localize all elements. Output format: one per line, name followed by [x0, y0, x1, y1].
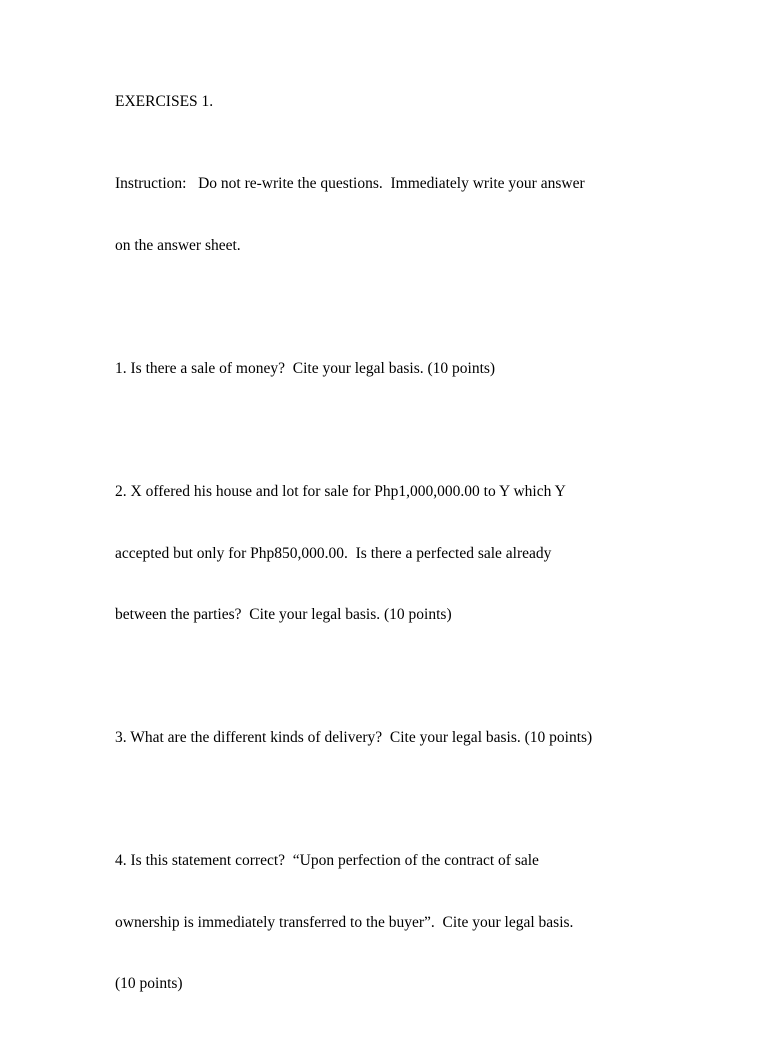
- question-4: [115, 810, 715, 1036]
- question-line: 3. What are the different kinds of delivery? Cite your legal basis. (10 points): [115, 729, 593, 746]
- instruction-paragraph: [115, 133, 715, 297]
- exercise-heading: EXERCISES 1.: [115, 93, 214, 110]
- instruction-line: on the answer sheet.: [115, 236, 241, 254]
- question-line: 4. Is this statement correct? “Upon perfection of the contract of sale: [115, 852, 539, 869]
- question-line: (10 points): [115, 975, 183, 992]
- instruction-line: Instruction: Do not re-write the questions. Immediately write your answer: [115, 175, 585, 192]
- question-1: [115, 318, 715, 421]
- question-line: accepted but only for Php850,000.00. Is there a perfected sale already: [115, 544, 552, 562]
- document-body: [115, 92, 715, 1056]
- question-3: [115, 687, 715, 790]
- question-line: ownership is immediately transferred to the buyer”. Cite your legal basis.: [115, 913, 574, 931]
- question-2: [115, 441, 715, 667]
- question-line: 2. X offered his house and lot for sale for Php1,000,000.00 to Y which Y: [115, 483, 566, 500]
- question-line: 1. Is there a sale of money? Cite your legal basis. (10 points): [115, 360, 496, 377]
- question-line: between the parties? Cite your legal basis. (10 points): [115, 606, 452, 623]
